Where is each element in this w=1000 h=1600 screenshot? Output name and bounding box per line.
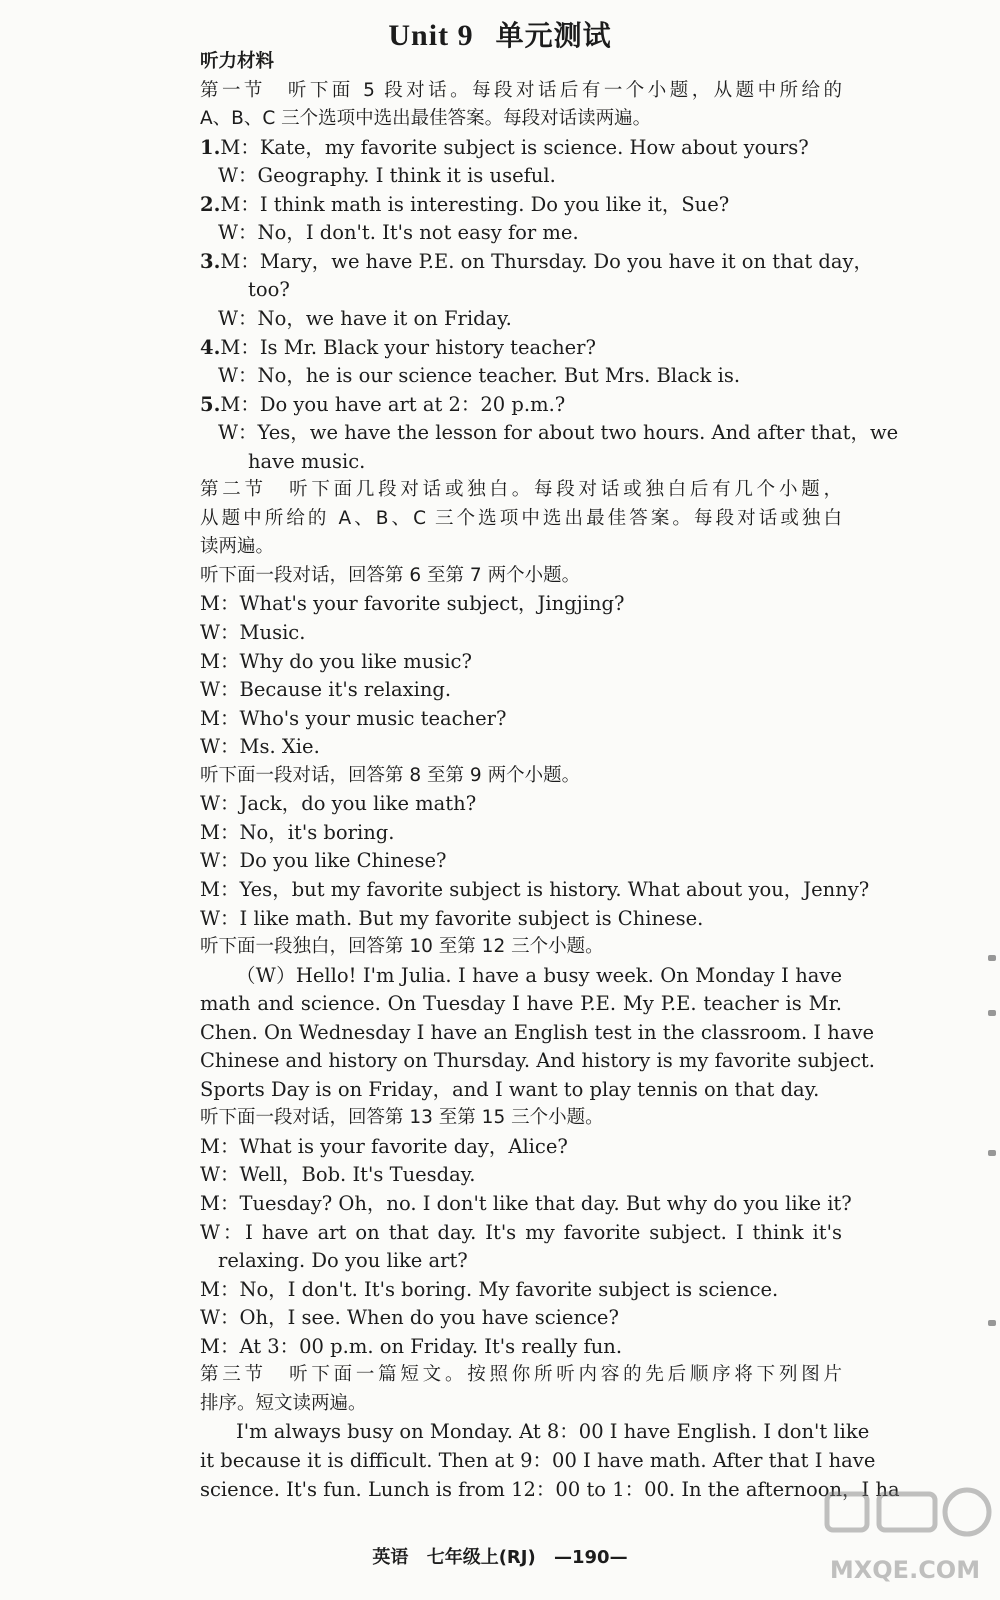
text-line xyxy=(200,733,842,761)
line-text: 第二节 听下面几段对话或独白。每段对话或独白后有几个小题， xyxy=(200,479,842,501)
text-line xyxy=(200,1476,900,1504)
text-line xyxy=(200,590,842,618)
text-line xyxy=(200,1047,875,1075)
line-text: 第一节 听下面 5 段对话。每段对话后有一个小题，从题中所给的 xyxy=(200,79,842,101)
text-line xyxy=(200,191,842,219)
line-text: M：Is Mr. Black your history teacher? xyxy=(220,335,596,359)
line-text: M：Why do you like music? xyxy=(200,649,472,673)
watermark-logo xyxy=(817,1480,992,1590)
text-line xyxy=(200,448,842,476)
line-text: M：No，it's boring. xyxy=(200,820,395,844)
text-line xyxy=(200,305,842,333)
line-text: （W）Hello! I'm Julia. I have a busy week. On Monday I have xyxy=(236,963,842,987)
text-line xyxy=(200,619,842,647)
scan-edge-mark xyxy=(988,1150,996,1156)
text-line xyxy=(200,762,842,790)
line-text: 读两遍。 xyxy=(200,536,275,558)
line-text: W：Because it's relaxing. xyxy=(200,678,452,702)
text-line xyxy=(200,847,842,875)
text-line xyxy=(200,905,842,933)
line-text: Chinese and history on Thursday. And history is my favorite subject. xyxy=(200,1049,875,1073)
line-text: 听下面一段对话，回答第 6 至第 7 两个小题。 xyxy=(200,564,581,586)
text-line xyxy=(200,1276,842,1304)
line-text: W：No，he is our science teacher. But Mrs. Black is. xyxy=(218,364,741,388)
line-text: W：Do you like Chinese? xyxy=(200,849,447,873)
footer-subject: 英语 xyxy=(372,1547,409,1568)
line-text: 从题中所给的 A、B、C 三个选项中选出最佳答案。每段对话或独白 xyxy=(200,507,842,529)
scan-edge-mark xyxy=(988,955,996,961)
text-line xyxy=(200,334,842,362)
question-number: 3. xyxy=(200,249,221,273)
text-line xyxy=(200,1104,842,1132)
text-line xyxy=(200,77,842,105)
text-line xyxy=(200,162,842,190)
text-line xyxy=(200,962,842,990)
line-text: W：No，I don't. It's not easy for me. xyxy=(218,221,579,245)
line-text: M：Yes，but my favorite subject is history. What about you，Jenny? xyxy=(200,877,870,901)
line-text: M：Kate，my favorite subject is science. How about yours? xyxy=(220,135,809,159)
text-line xyxy=(200,276,842,304)
text-line xyxy=(200,876,870,904)
line-text: M：Mary，we have P.E. on Thursday. Do you have it on that day， xyxy=(220,249,873,273)
line-text: have music. xyxy=(248,449,366,473)
line-text: 听下面一段对话，回答第 8 至第 9 两个小题。 xyxy=(200,764,581,786)
footer-grade: 七年级上(RJ) xyxy=(426,1547,536,1568)
text-line xyxy=(200,1076,842,1104)
text-line xyxy=(200,648,842,676)
text-line xyxy=(200,219,842,247)
line-text: M：What is your favorite day，Alice? xyxy=(200,1134,568,1158)
question-number: 4. xyxy=(200,335,221,359)
line-text: 听下面一段对话，回答第 13 至第 15 三个小题。 xyxy=(200,1107,604,1129)
text-line xyxy=(200,1190,852,1218)
text-line xyxy=(200,990,842,1018)
text-line xyxy=(200,790,842,818)
text-line xyxy=(200,1304,842,1332)
text-line xyxy=(200,819,842,847)
line-text: W：Yes，we have the lesson for about two hours. And after that，we xyxy=(218,421,899,445)
text-line xyxy=(200,1447,876,1475)
unit-subtitle: 单元测试 xyxy=(495,19,612,52)
line-text: M：Who's your music teacher? xyxy=(200,706,507,730)
line-text: M：At 3：00 p.m. on Friday. It's really fun. xyxy=(200,1334,623,1358)
line-text: A、B、C 三个选项中选出最佳答案。每段对话读两遍。 xyxy=(200,108,652,130)
line-text: W：Geography. I think it is useful. xyxy=(218,164,556,188)
text-line xyxy=(200,419,899,447)
text-line xyxy=(200,1333,842,1361)
line-text: Sports Day is on Friday，and I want to play tennis on that day. xyxy=(200,1077,820,1101)
text-line xyxy=(200,1161,842,1189)
text-line xyxy=(200,1390,842,1418)
line-text: I'm always busy on Monday. At 8：00 I have English. I don't like xyxy=(236,1420,870,1444)
text-line xyxy=(200,1133,842,1161)
text-line xyxy=(200,1247,842,1275)
line-text: W：Ms. Xie. xyxy=(200,735,320,759)
line-text: M：What's your favorite subject，Jingjing? xyxy=(200,592,625,616)
line-text: W：Oh，I see. When do you have science? xyxy=(200,1306,619,1330)
text-line xyxy=(200,476,842,504)
text-line xyxy=(200,248,873,276)
line-text: M：No，I don't. It's boring. My favorite subject is science. xyxy=(200,1277,779,1301)
question-number: 5. xyxy=(200,392,221,416)
line-text: too? xyxy=(248,278,290,302)
line-text: math and science. On Tuesday I have P.E. My P.E. teacher is Mr. xyxy=(200,992,842,1016)
question-number: 1. xyxy=(200,135,221,159)
line-text: M：Do you have art at 2：20 p.m.? xyxy=(220,392,566,416)
text-line xyxy=(200,505,842,533)
scan-edge-mark xyxy=(988,1320,996,1326)
text-line xyxy=(200,48,842,76)
question-number: 2. xyxy=(200,192,221,216)
line-text: 听力材料 xyxy=(200,51,275,72)
line-text: W：I have art on that day. It's my favorite subject. I think it's xyxy=(200,1220,842,1244)
line-text: it because it is difficult. Then at 9：00 I have math. After that I have xyxy=(200,1448,876,1472)
text-line xyxy=(200,362,842,390)
scan-edge-mark xyxy=(988,1010,996,1016)
line-text: 第三节 听下面一篇短文。按照你所听内容的先后顺序将下列图片 xyxy=(200,1364,842,1386)
line-text: W：I like math. But my favorite subject is Chinese. xyxy=(200,906,704,930)
watermark-text: MXQE.COM xyxy=(829,1556,981,1584)
text-line xyxy=(200,1219,842,1247)
text-line xyxy=(200,134,842,162)
text-line xyxy=(200,676,842,704)
text-line xyxy=(200,933,842,961)
text-line xyxy=(200,1019,875,1047)
line-text: W：No，we have it on Friday. xyxy=(218,306,512,330)
line-text: W：Jack，do you like math? xyxy=(200,792,477,816)
text-line xyxy=(200,391,842,419)
text-line xyxy=(200,1361,842,1389)
line-text: W：Well，Bob. It's Tuesday. xyxy=(200,1163,476,1187)
text-line xyxy=(200,1418,870,1446)
line-text: W：Music. xyxy=(200,621,306,644)
text-line xyxy=(200,562,842,590)
text-line xyxy=(200,533,842,561)
line-text: M：I think math is interesting. Do you like it，Sue? xyxy=(220,192,730,216)
footer-page-number: —190— xyxy=(554,1547,628,1568)
line-text: M：Tuesday? Oh，no. I don't like that day. But why do you like it? xyxy=(200,1192,852,1215)
text-line xyxy=(200,105,842,133)
line-text: Chen. On Wednesday I have an English test in the classroom. I have xyxy=(200,1020,875,1044)
unit-label: Unit 9 xyxy=(388,19,474,52)
line-text: 排序。短文读两遍。 xyxy=(200,1392,367,1414)
line-text: 听下面一段独白，回答第 10 至第 12 三个小题。 xyxy=(200,936,604,958)
line-text: science. It's fun. Lunch is from 12：00 to 1：00. In the afternoon，I ha xyxy=(200,1477,900,1501)
text-line xyxy=(200,705,842,733)
line-text: relaxing. Do you like art? xyxy=(218,1249,468,1273)
